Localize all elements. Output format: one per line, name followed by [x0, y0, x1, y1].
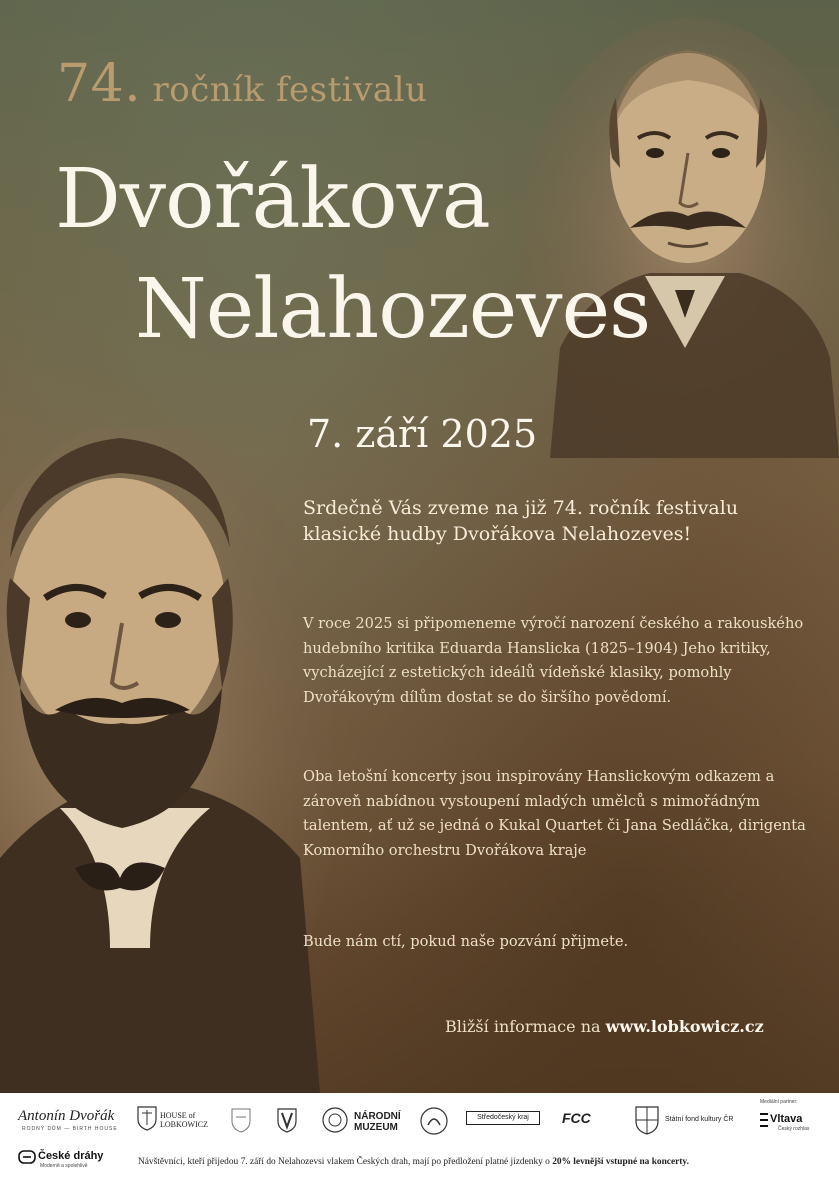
lobkowicz-crest-icon	[136, 1105, 158, 1131]
logo-ceske-drahy: České dráhy	[38, 1150, 104, 1162]
paragraph-concerts: Oba letošní koncerty jsou inspirovány Hanslickovým odkazem a zároveň nabídnou vystoupení mladých umělců s mimořádným talentem, ať už se jedná o Kukal Quartet či Jana Sedláčka, dirigenta Komorního orchestru Dvořákova kraje	[303, 768, 806, 859]
train-discount-highlight: 20% levnější vstupné na koncerty.	[552, 1157, 689, 1167]
logo-dvorak-birth-house: Antonín Dvořák	[18, 1108, 115, 1124]
logo-lobkowicz	[160, 1111, 208, 1129]
paragraph-hanslick: V roce 2025 si připomeneme výročí narození českého a rakouského hudebního kritika Eduarda Hanslicka (1825–1904) Jeho kritiky, vycházející z estetických ideálů vídeňské klasiky, pomohly Dvořákovým dílům dostat se do širšího povědomí.	[303, 615, 804, 706]
media-partner-label: Mediální partner:	[760, 1099, 798, 1105]
edition-heading	[57, 54, 427, 114]
train-discount-text: Návštěvníci, kteří přijedou 7. září do Nelahozevsi vlakem Českých drah, mají po předložení platné jízdenky o	[138, 1157, 553, 1167]
more-info	[445, 1017, 764, 1036]
region-crest-icon	[276, 1103, 298, 1133]
logo-lobkowicz-line2: LOBKOWICZ	[160, 1120, 208, 1129]
edition-number: 74.	[57, 54, 142, 114]
logo-stredocesky-kraj: Středočeský kraj	[466, 1111, 540, 1125]
train-discount-note	[138, 1157, 689, 1167]
intro-text: Srdečně Vás zveme na již 74. ročník festivalu klasické hudby Dvořákova Nelahozeves!	[303, 497, 739, 545]
logo-nm-line1: NÁRODNÍ	[354, 1111, 401, 1122]
ceske-drahy-icon	[18, 1150, 36, 1164]
logo-ceske-drahy-subtitle: Moderně a spolehlivě	[40, 1163, 88, 1169]
logo-fcc: FCC	[562, 1110, 591, 1126]
municipality-crest-icon	[230, 1103, 252, 1133]
logo-lobkowicz-line1: HOUSE of	[160, 1111, 196, 1120]
more-info-label: Bližší informace na	[445, 1017, 601, 1036]
sad-emblem-icon	[420, 1107, 448, 1135]
logo-national-museum	[354, 1111, 401, 1133]
edition-text: ročník festivalu	[152, 70, 428, 110]
logo-statni-fond-kultury: Státní fond kultury ČR	[665, 1116, 734, 1123]
festival-title-line2: Nelahozeves	[135, 262, 651, 357]
sponsor-footer	[0, 1093, 839, 1190]
logo-dvorak-subtitle: RODNÝ DŮM — BIRTH HOUSE	[22, 1126, 118, 1132]
vltava-bars-icon	[760, 1113, 768, 1127]
festival-title-line1: Dvořákova	[55, 152, 490, 247]
logo-vltava-subtitle: Český rozhlas	[778, 1126, 810, 1132]
logo-vltava: Vltava	[770, 1113, 803, 1125]
state-fund-crest-icon	[634, 1105, 660, 1135]
festival-date: 7. září 2025	[307, 412, 538, 456]
logo-nm-line2: MUZEUM	[354, 1122, 398, 1133]
paragraph-closing: Bude nám ctí, pokud naše pozvání přijmete.	[303, 933, 629, 950]
national-museum-seal-icon	[322, 1107, 348, 1133]
hanslick-portrait	[520, 18, 839, 458]
dvorak-portrait	[0, 428, 330, 1093]
website-link[interactable]: www.lobkowicz.cz	[605, 1017, 764, 1036]
